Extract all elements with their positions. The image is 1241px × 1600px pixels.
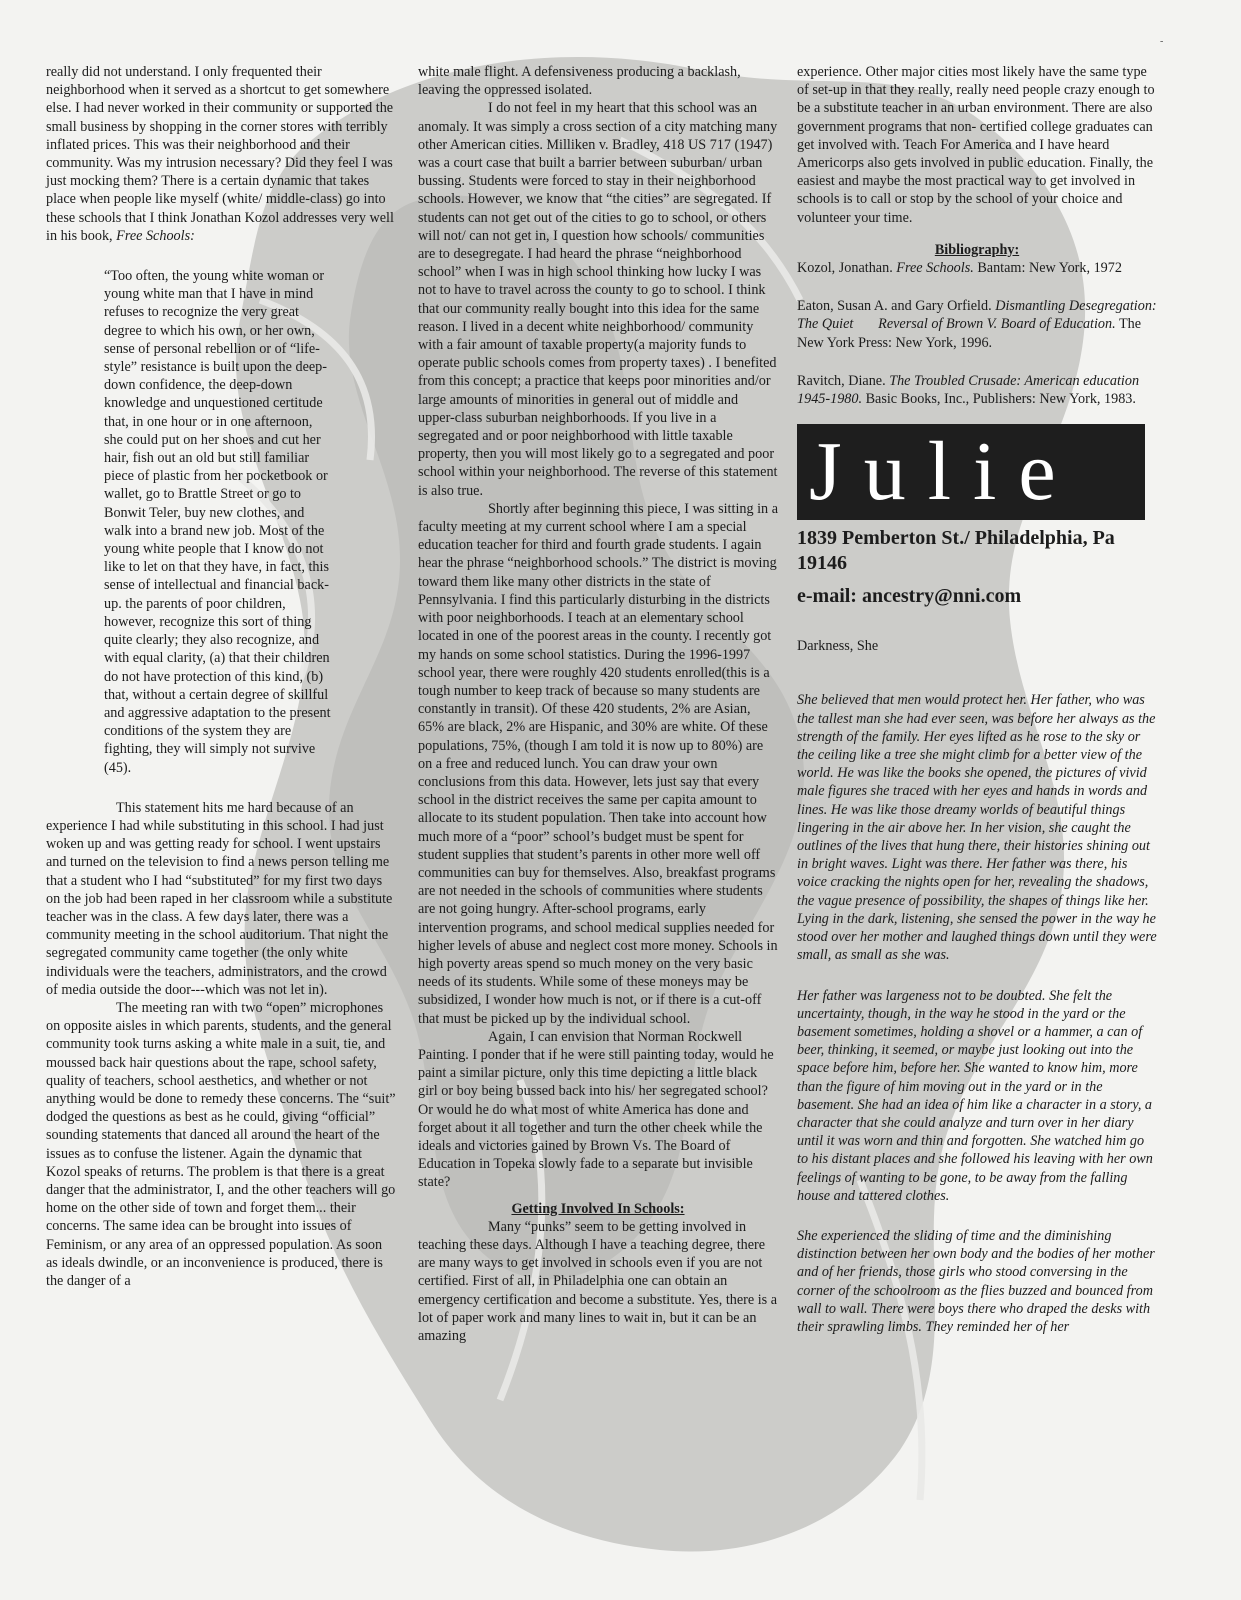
col1-paragraph-2: This statement hits me hard because of an experience I had while substituting in this school. I had just woken up and was getting ready for school. I went upstairs and turned on the television to find a news person telling me that a student who I had “substituted” for my first two days on the job had been raped in her classroom while a substitute teacher was in the class. A few days later, there was a community meeting in the school auditorium. That night the segregated community came together (the only white individuals were the teachers, administrators, and the crowd of media outside the door---which was not let in). (46, 799, 393, 998)
corner-mark: - (1160, 36, 1164, 47)
col1-p1-text: really did not understand. I only frequented their neighborhood when it served as a shortcut to get somewhere else. I had never worked in their community or supported the small business by shopping in the corner stores with terribly inflated prices. This was their neighborhood and their community. Was my intrusion necessary? Did they feel I was just mocking them? There is a certain dynamic that takes place when people like myself (white/ middle-class) go into these schools that I think Jonathan Kozol addresses very well in his book, (46, 64, 394, 244)
bibliography-entry-3 (797, 372, 1157, 408)
poem-paragraph-2: Her father was largeness not to be doubted. She felt the uncertainty, though, in the way he stood in the yard or the basement sometimes, holding a shovel or a hammer, a can of beer, thinking, it seemed, or maybe just looking out into the space before him, before her. She wanted to know him, more than the figure of him moving out in the yard or in the basement. She had an idea of him like a character in a story, a character that she could analyze and turn over in her diary until it was worn and thin and forgotten. She watched him go to his distant places and she followed his leaving with her own feelings of wanting to be gone, to be away from the falling house and tattered clothes. (797, 987, 1153, 1204)
bib3-title: The Troubled Crusade: American education 1945-1980. (797, 372, 1140, 408)
bib1-author: Kozol, Jonathan. (797, 260, 897, 277)
author-email: e-mail: ancestry@nni.com (797, 585, 1022, 608)
poem-paragraph-3: She experienced the sliding of time and the diminishing distinction between her own body and the bodies of her mother and of her friends, those girls who stood conversing in the corner of the schoolroom as the flies buzzed and bounced from wall to wall. There were boys there who draped the desks with their sprawling limbs. They reminded her of her (797, 1227, 1155, 1335)
bibliography-entry-2 (797, 297, 1161, 352)
poem-title: Darkness, She (797, 638, 879, 655)
bibliography-entry-1 (797, 259, 1157, 277)
author-name-banner: Julie (797, 424, 1145, 520)
column-3 (797, 63, 1161, 1336)
column-2 (418, 63, 778, 1345)
bib1-title: Free Schools. (896, 260, 974, 277)
col2-paragraph-1: white male flight. A defensiveness producing a backlash, leaving the oppressed isolated. (418, 64, 741, 99)
bib2-author: Eaton, Susan A. and Gary Orfield. (797, 298, 996, 315)
col2-paragraph-3: Shortly after beginning this piece, I was sitting in a faculty meeting at my current school where I am a special education teacher for third and fourth grade students. I again hear the phrase “neighborhood schools.” The district is moving toward them like many other districts in the state of Pennsylvania. I find this particularly disturbing in the districts with poor neighborhoods. I teach at an elementary school located in one of the poorest areas in the county. I recently got my hands on some school statistics. During the 1996-1997 school year, there were roughly 420 students enrolled(this is a tough number to keep track of because so many students are constantly in transit). Of these 420 students, 2% are Asian, 65% are black, 2% are Hispanic, and 30% are white. Of these populations, 75%, (though I am told it is now up to 80%) are on a free and reduced lunch. You can draw your own conclusions from this data. However, lets just say that every school in the district receives the same per capita amount to allocate to its student population. Then take into account how much more of a “poor” school’s budget must be spent for student supplies that student’s parents in other more well off communities can buy for themselves. Also, breakfast programs are not needed in the schools of communities where students are not going hungry. After-school programs, early intervention programs, and school medical supplies needed for higher levels of abuse and neglect cost more money. Schools in high poverty areas spend so much money on the very basic needs of its students. While some of these moneys may be subsidized, I wonder how much is not, or if there is a cut-off that must be picked up by the individual school. (418, 500, 778, 1027)
col2-paragraph-4: Again, I can envision that Norman Rockwell Painting. I ponder that if he were still painting today, would he paint a similar picture, only this time depicting a little black girl or boy being bussed back into his/ her segregated school? Or would he do what most of white America has done and forget about it all together and turn the other cheek while the ideals and victories gained by Brown Vs. The Board of Education in Topeka slowly fade to a separate but invisible state? (418, 1028, 774, 1191)
author-address: 1839 Pemberton St./ Philadelphia, Pa 19146 (797, 527, 1115, 575)
bib3-publisher: Basic Books, Inc., Publishers: New York, 1983. (862, 391, 1136, 408)
col1-paragraph-1 (46, 63, 396, 245)
col1-paragraph-3: The meeting ran with two “open” microphones on opposite aisles in which parents, students, and the general community took turns asking a white male in a suit, tie, and moussed back hair questions about the rape, school safety, quality of teachers, school aesthetics, and whether or not anything would be done to remedy these concerns. The “suit” dodged the questions as best as he could, giving “official” sounding statements that danced all around the heart of the issues as to confuse the listener. Again the dynamic that Kozol speaks of returns. The problem is that there is a great danger that the administrator, I, and the other teachers will go home on the other side of town and forget them... their concerns. The same idea can be brought into issues of Feminism, or any area of an oppressed population. As soon as ideals dwindle, or an inconvenience is produced, there is the danger of a (46, 999, 396, 1289)
column-1 (46, 63, 396, 1290)
book-title-free-schools: Free Schools: (116, 227, 195, 244)
col2-paragraph-2: I do not feel in my heart that this school was an anomaly. It was simply a cross section of a city matching many other American cities. Milliken v. Bradley, 418 US 717 (1947) was a court case that built a barrier between suburban/ urban bussing. Students were forced to stay in their neighborhood schools. However, we know that “the cities” are segregated. If students can not get out of the cities to go to school, or others will not/ can not get in, I question how schools/ communities are to desegregate. I had heard the phrase “neighborhood school” when I was in high school thinking how lucky I was not to have to travel across the county to go to school. I think that our community really bought into this idea for the same reason. I lived in a decent white neighborhood/ community with a fair amount of taxable property(a majority funds to operate public schools comes from property taxes) . I benefited from this concept; a practice that keeps poor minorities and/or large amounts of minorities in general out of middle and upper-class suburban neighborhoods. If you live in a segregated and or poor neighborhood with little taxable property, then you will most likely go to a segregated and poor school within your neighborhood. The reverse of this statement is also true. (418, 100, 778, 499)
bib2-publisher: The New York Press: New York, 1996. (797, 316, 1142, 351)
kozol-block-quote: “Too often, the young white woman or young white man that I have in mind refuses to recognize the very great degree to which his own, or her own, sense of personal rebellion or of “life-style” resistance is built upon the deep-down confidence, the deep-down knowledge and unquestioned certitude that, in one hour or in one afternoon, she could put on her shoes and cut her hair, fish out an old but still familiar piece of plastic from her pocketbook or wallet, go to Brattle Street or go to Bonwit Teler, buy new clothes, and walk into a brand new job. Most of the young white people that I know do not like to let on that they have, in fact, this sense of intellectual and financial back-up. the parents of poor children, however, recognize this sort of thing quite clearly; they also recognize, and with equal clarity, (a) that their children do not have protection of this kind, (b) that, without a certain degree of skillful and aggressive adaptation to the present conditions of the system they are fighting, they will simply not survive (45). (104, 268, 331, 776)
section-heading-getting-involved: Getting Involved In Schools: (511, 1200, 685, 1217)
bibliography-heading: Bibliography: (934, 241, 1020, 258)
bib2-title: Dismantling Desegregation: The Quiet Reversal of Brown V. Board of Education. (797, 298, 1161, 333)
poem-paragraph-1: She believed that men would protect her. Her father, who was the tallest man she had ever seen, was before her always as the strength of the family. Her eyes lifted as he rose to the sky or the ceiling like a tree she might climb for a better view of the world. He was like the books she opened, the pictures of vivid male figures she traced with her eyes and hands in words and lines. He was like those dreamy worlds of beautiful things lingering in the air above her. In her vision, she caught the outlines of the lives that hung there, their histories shining out in bright waves. Light was there. Her father was there, his voice cracking the nights open for her, revealing the shadows, the vague presence of possibility, the shapes of things like her. Lying in the dark, listening, she sensed the power in the way he stood over her mother and laughed things down until they were small, as small as she was. (797, 692, 1157, 964)
col2-paragraph-5: Many “punks” seem to be getting involved in teaching these days. Although I have a teaching degree, there are many ways to get involved in schools even if you are not certified. First of all, in Philadelphia one can obtain an emergency certification and become a substitute. Yes, there is a lot of paper work and many lines to wait in, but it can be an amazing (418, 1218, 778, 1345)
bib3-author: Ravitch, Diane. (797, 372, 890, 389)
bib1-publisher: Bantam: New York, 1972 (973, 260, 1122, 277)
col3-paragraph-1: experience. Other major cities most likely have the same type of set-up in that they really, really need people crazy enough to be a substitute teacher in an urban environment. There are also government programs that non- certified college graduates can get involved with. Teach For America and I have heard Americorps also gets involved in public education. Finally, the easiest and maybe the most practical way to get involved in schools is to call or stop by the school of your choice and volunteer your time. (797, 64, 1155, 226)
